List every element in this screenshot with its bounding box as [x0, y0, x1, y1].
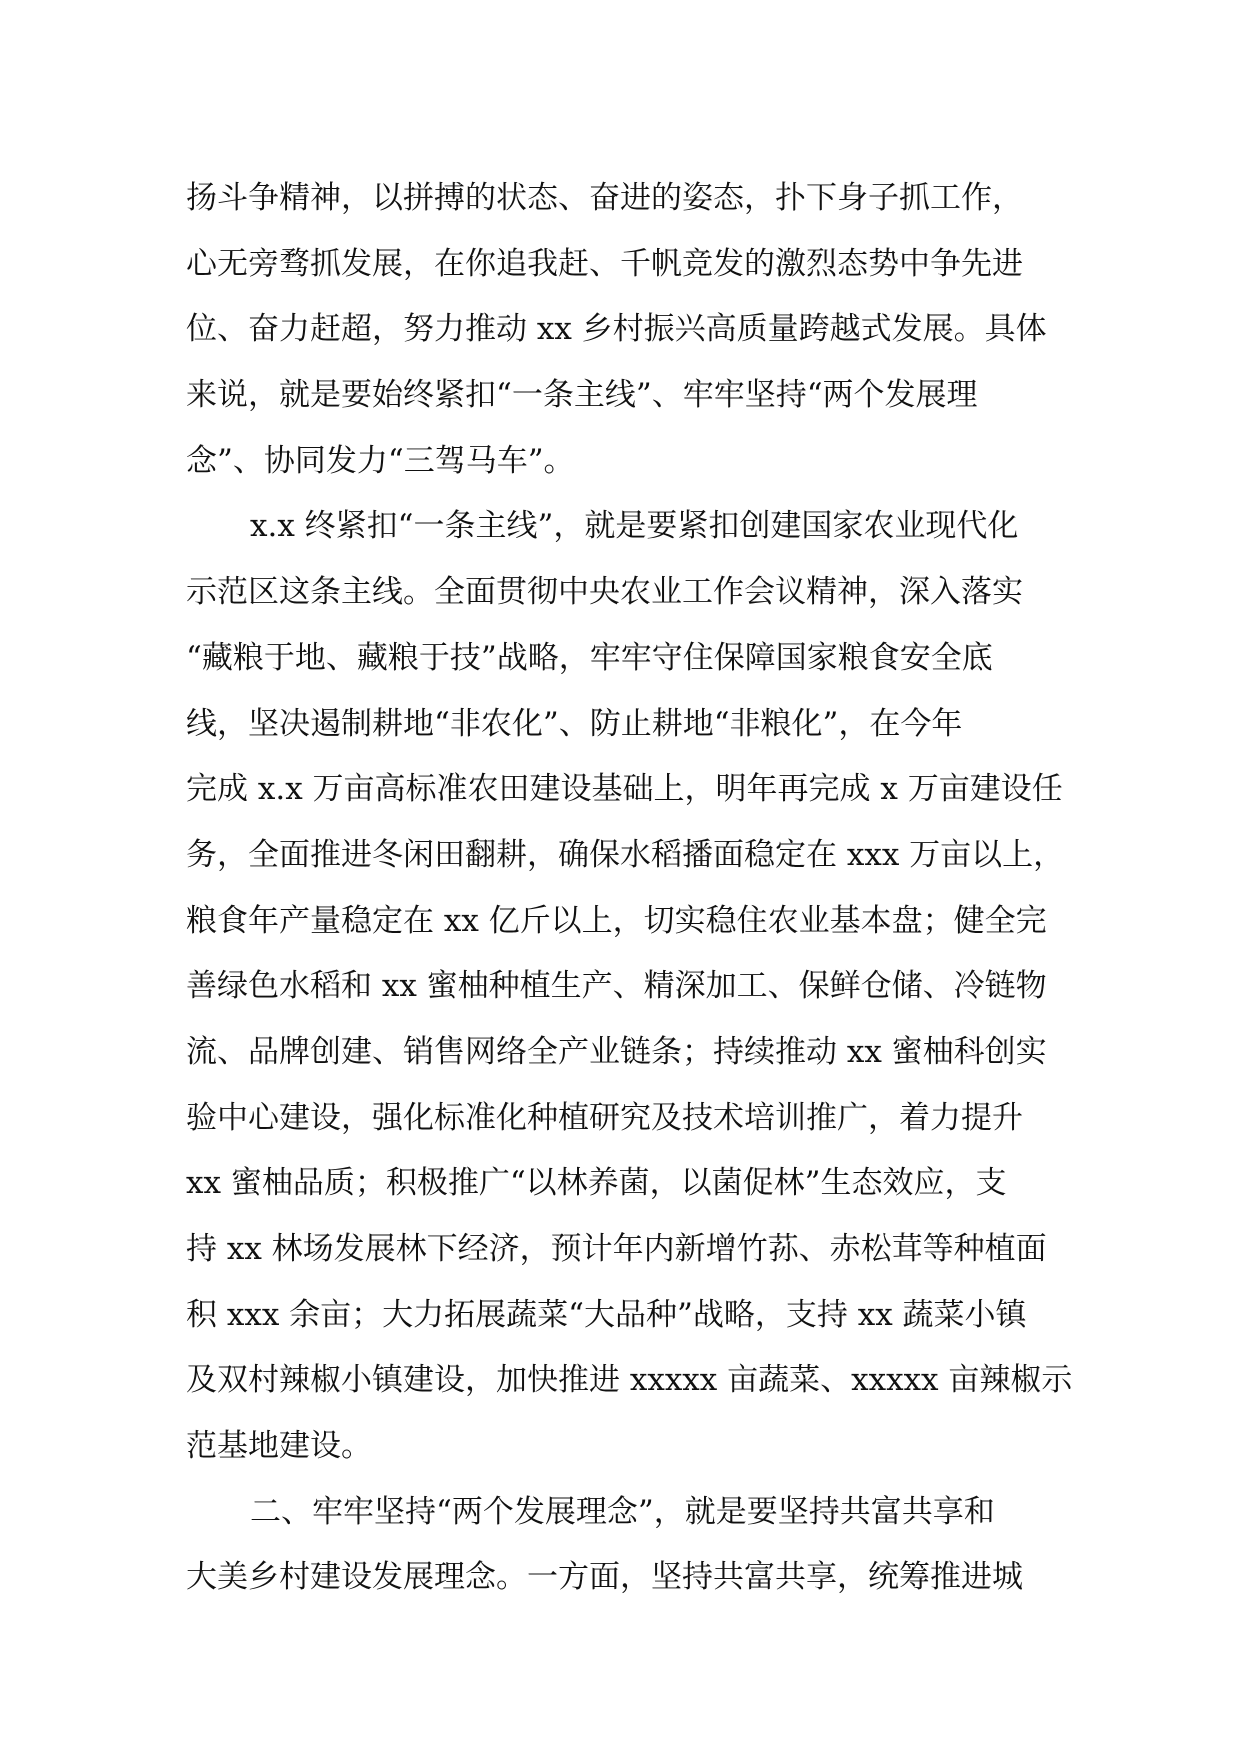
- text-line: 位、奋力赶超，努力推动 xx 乡村振兴高质量跨越式发展。具体: [186, 311, 1047, 348]
- text-line: 念”、协同发力“三驾马车”。: [186, 442, 575, 479]
- text-line: 来说，就是要始终紧扣“一条主线”、牢牢坚持“两个发展理: [186, 377, 978, 414]
- text-line: 验中心建设，强化标准化种植研究及技术培训推广，着力提升: [186, 1099, 1023, 1136]
- text-line: 流、品牌创建、销售网络全产业链条；持续推动 xx 蜜柚科创实: [186, 1033, 1047, 1070]
- text-line: x.x 终紧扣“一条主线”，就是要紧扣创建国家农业现代化: [250, 508, 1019, 545]
- paragraph-intro: [186, 166, 1066, 494]
- text-line: 完成 x.x 万亩高标准农田建设基础上，明年再完成 x 万亩建设任: [186, 771, 1063, 808]
- text-line: 心无旁骛抓发展，在你追我赶、千帆竞发的激烈态势中争先进: [186, 245, 1023, 282]
- text-line: 线，坚决遏制耕地“非农化”、防止耕地“非粮化”，在今年: [186, 705, 963, 742]
- text-line: 二、牢牢坚持“两个发展理念”，就是要坚持共富共享和: [250, 1493, 995, 1530]
- text-line: 粮食年产量稳定在 xx 亿斤以上，切实稳住农业基本盘；健全完: [186, 902, 1047, 939]
- paragraph-two-concepts: [186, 1480, 1066, 1611]
- text-line: 积 xxx 余亩；大力拓展蔬菜“大品种”战略，支持 xx 蔬菜小镇: [186, 1296, 1027, 1333]
- text-line: 扬斗争精神，以拼搏的状态、奋进的姿态，扑下身子抓工作，: [186, 180, 1023, 216]
- text-line: 范基地建设。: [186, 1428, 372, 1465]
- paragraph-main-line: [186, 494, 1073, 1479]
- text-line: 务，全面推进冬闲田翻耕，确保水稻播面稳定在 xxx 万亩以上，: [186, 836, 1065, 873]
- text-line: 示范区这条主线。全面贯彻中央农业工作会议精神，深入落实: [186, 574, 1023, 611]
- document-body: [186, 166, 1073, 1611]
- text-line: xx 蜜柚品质；积极推广“以林养菌，以菌促林”生态效应，支: [186, 1165, 1007, 1202]
- text-line: “藏粮于地、藏粮于技”战略，牢牢守住保障国家粮食安全底: [186, 639, 993, 676]
- text-line: 及双村辣椒小镇建设，加快推进 xxxxx 亩蔬菜、xxxxx 亩辣椒示: [186, 1362, 1073, 1399]
- text-line: 大美乡村建设发展理念。一方面，坚持共富共享，统筹推进城: [186, 1559, 1023, 1596]
- text-line: 持 xx 林场发展林下经济，预计年内新增竹荪、赤松茸等种植面: [186, 1231, 1047, 1267]
- text-line: 善绿色水稻和 xx 蜜柚种植生产、精深加工、保鲜仓储、冷链物: [186, 968, 1047, 1005]
